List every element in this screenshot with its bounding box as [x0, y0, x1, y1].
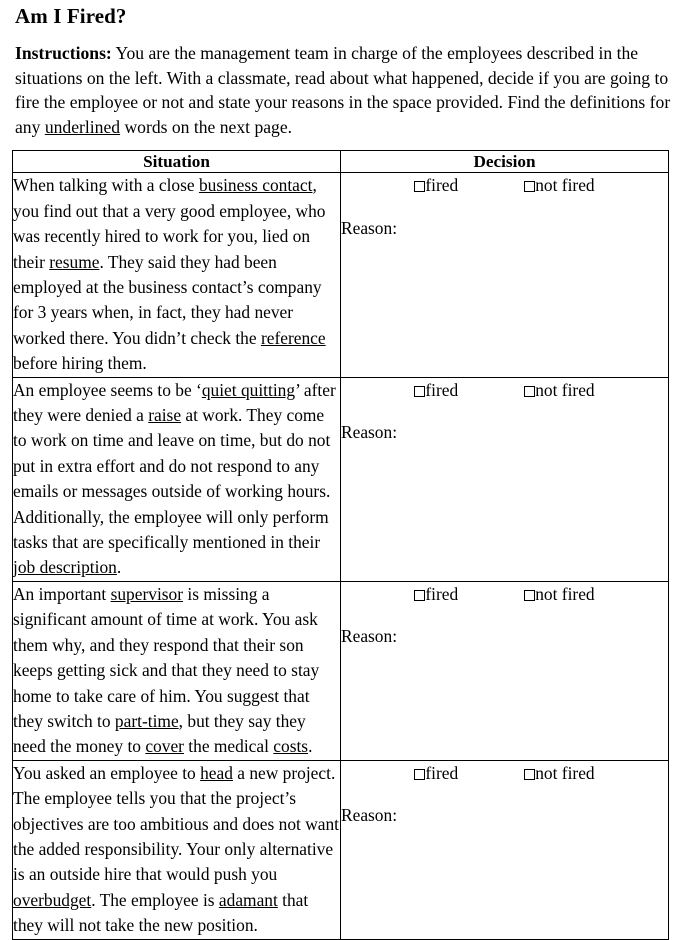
checkbox-label-not-fired: not fired	[535, 175, 595, 196]
underlined-term: cover	[145, 736, 184, 757]
instructions-underlined-word: underlined	[44, 116, 121, 137]
table-row	[13, 173, 669, 377]
am-i-fired-table	[12, 150, 669, 939]
situation-text: .	[308, 736, 313, 757]
checkbox-label-fired: fired	[425, 379, 459, 400]
situation-text: the medical	[183, 736, 274, 757]
situation-text: When talking with a close	[13, 175, 199, 196]
underlined-term: costs	[273, 736, 309, 757]
situation-text: at work. They come to work on time and leave on time, but do not put in extra effort and do not respond to any emails or messages outside of working hours. Additionally, the employee will only perform tasks that are specifically mentioned in their	[13, 405, 331, 553]
underlined-term: business contact	[198, 175, 313, 196]
situation-cell	[13, 173, 341, 377]
decision-options	[341, 378, 668, 403]
situation-text: , but they say they need the money to	[13, 710, 306, 757]
situation-cell	[13, 377, 341, 581]
instructions-text-part-2: words on the next page.	[120, 116, 293, 137]
checkbox-label-not-fired: not fired	[535, 583, 595, 604]
situation-text: ’ after they were denied a	[13, 379, 336, 426]
option-not-fired[interactable]	[524, 378, 594, 403]
page-title: Am I Fired?	[15, 4, 127, 28]
underlined-term: adamant	[218, 889, 278, 910]
table-row	[13, 581, 669, 760]
checkbox-fired[interactable]	[414, 386, 425, 397]
checkbox-not-fired[interactable]	[524, 181, 535, 192]
checkbox-label-fired: fired	[425, 583, 459, 604]
reason-field[interactable]	[341, 624, 668, 649]
situation-cell	[13, 760, 341, 939]
underlined-term: supervisor	[110, 583, 184, 604]
decision-cell	[341, 377, 669, 581]
decision-cell	[341, 760, 669, 939]
situation-text: , you find out that a very good employee, who was recently hired to work for you, lied on their	[13, 175, 326, 272]
reason-label: Reason:	[341, 805, 398, 826]
situation-text: before hiring them.	[13, 353, 147, 374]
checkbox-not-fired[interactable]	[524, 590, 535, 601]
instructions-text-part-1: You are the management team in charge of the employees described in the situations on the left. With a classmate, read about what happened, decide if you are going to fire the employee or not and state your reasons in the space provided. Find the definitions for any	[15, 43, 671, 137]
instructions-label: Instructions:	[15, 43, 112, 63]
checkbox-not-fired[interactable]	[524, 386, 535, 397]
situation-text: is missing a significant amount of time at work. You ask them why, and they respond that their son keeps getting sick and that they need to stay home to take care of him. You suggest that they switch to	[13, 583, 320, 731]
checkbox-not-fired[interactable]	[524, 769, 535, 780]
instructions-paragraph	[15, 41, 675, 139]
checkbox-label-not-fired: not fired	[535, 379, 595, 400]
table-row	[13, 760, 669, 939]
option-fired[interactable]	[414, 582, 458, 607]
option-fired[interactable]	[414, 761, 458, 786]
decision-options	[341, 582, 668, 607]
decision-options	[341, 761, 668, 786]
underlined-term: job description	[13, 557, 117, 578]
reason-label: Reason:	[341, 626, 398, 647]
situation-text: You asked an employee to	[13, 762, 201, 783]
underlined-term: resume	[49, 251, 100, 272]
table-header-row	[13, 151, 669, 173]
decision-options	[341, 173, 668, 198]
table-row	[13, 377, 669, 581]
reason-label: Reason:	[341, 422, 398, 443]
checkbox-fired[interactable]	[414, 769, 425, 780]
checkbox-fired[interactable]	[414, 181, 425, 192]
decision-cell	[341, 173, 669, 377]
underlined-term: quiet quitting	[201, 379, 296, 400]
worksheet-page	[0, 4, 684, 936]
situation-text: An important	[13, 583, 111, 604]
option-not-fired[interactable]	[524, 173, 594, 198]
checkbox-label-not-fired: not fired	[535, 762, 595, 783]
checkbox-label-fired: fired	[425, 762, 459, 783]
option-not-fired[interactable]	[524, 761, 594, 786]
underlined-term: part-time	[114, 710, 179, 731]
reason-field[interactable]	[341, 420, 668, 445]
decision-cell	[341, 581, 669, 760]
reason-label: Reason:	[341, 217, 398, 238]
situation-text: that they will not take the new position.	[13, 889, 309, 936]
checkbox-fired[interactable]	[414, 590, 425, 601]
column-header-situation: Situation	[13, 151, 341, 173]
reason-field[interactable]	[341, 216, 668, 241]
situation-text: . The employee is	[91, 889, 219, 910]
option-fired[interactable]	[414, 173, 458, 198]
underlined-term: overbudget	[13, 889, 92, 910]
table-header	[13, 151, 669, 173]
reason-field[interactable]	[341, 803, 668, 828]
situation-text: . They said they had been employed at the business contact’s company for 3 years when, in fact, they had never worked there. You didn’t check the	[13, 251, 322, 348]
column-header-decision: Decision	[341, 151, 669, 173]
underlined-term: reference	[260, 327, 326, 348]
table-body	[13, 173, 669, 939]
situation-cell	[13, 581, 341, 760]
option-not-fired[interactable]	[524, 582, 594, 607]
underlined-term: head	[200, 762, 233, 783]
situation-text: An employee seems to be ‘	[13, 379, 202, 400]
situation-text: a new project. The employee tells you that the project’s objectives are too ambitious and does not want the added responsibility. Your only alternative is an outside hire that would push you	[13, 762, 339, 885]
underlined-term: raise	[148, 405, 182, 426]
situation-text: .	[116, 557, 122, 578]
option-fired[interactable]	[414, 378, 458, 403]
checkbox-label-fired: fired	[425, 175, 459, 196]
